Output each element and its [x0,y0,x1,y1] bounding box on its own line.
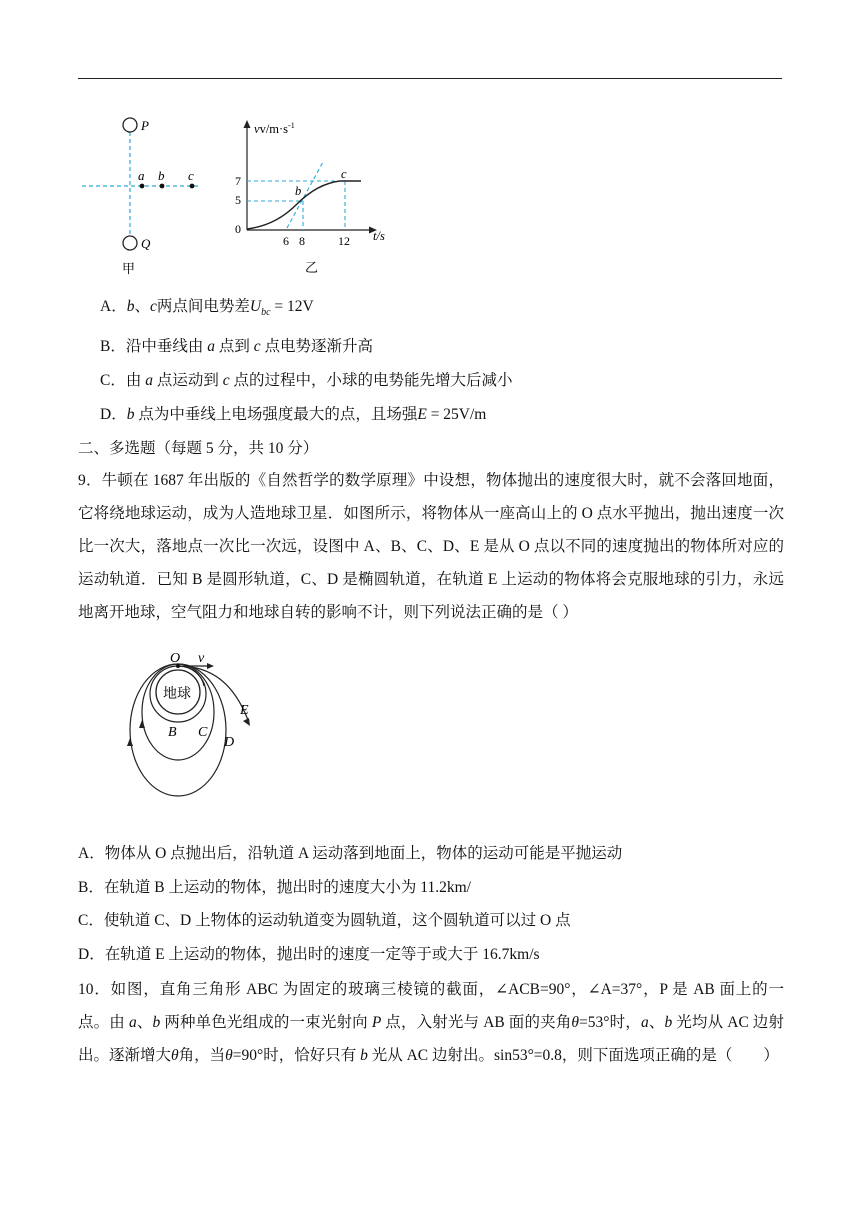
q8-option-b[interactable]: B．沿中垂线由 a 点到 c 点电势逐渐升高 [100,338,374,355]
q8-option-c[interactable]: C．由 a 点运动到 c 点的过程中，小球的电势能先增大后减小 [100,372,513,389]
q8-option-d[interactable]: D．b 点为中垂线上电场强度最大的点，且场强E = 25V/m [100,406,487,423]
point-c [190,184,195,189]
label-q: Q [141,236,151,251]
label-b: B [168,725,177,740]
tick-0: 0 [235,222,241,236]
q9-option-d[interactable]: D．在轨道 E 上运动的物体，抛出时的速度一定等于或大于 16.7km/s [78,946,540,963]
charge-p-icon [123,118,137,132]
label-p: P [141,118,149,133]
y-axis-label: $vv/m\cdot s^{-1}$ [254,121,295,136]
tick-12: 12 [338,234,350,248]
label-c: c [341,167,347,181]
label-e: E [240,703,249,718]
tick-8: 8 [299,234,305,248]
label-b: b [295,184,302,198]
header-rule [78,78,782,79]
q9-option-c[interactable]: C．使轨道 C、D 上物体的运动轨道变为圆轨道，这个圆轨道可以过 O 点 [78,912,571,929]
velocity-arrow-icon [207,663,214,669]
q9-option-a[interactable]: A．物体从 O 点抛出后，沿轨道 A 运动落到地面上，物体的运动可能是平抛运动 [78,845,623,862]
q9-stem: 9．牛顿在 1687 年出版的《自然哲学的数学原理》中设想，物体抛出的速度很大时，就不会落回地面，它将绕地球运动，成为人造地球卫星．如图所示，将物体从一座高山上的 O 点水平抛出，抛出速度一次比一次大，落地点一次比一次远，设图中 A、B、C、D、E 是从 O 点以不同的速度抛出的物体所对应的运动轨道．已知 B 是圆形轨道，C、D 是椭圆轨道，在轨道 E 上运动的物体将会克服地球的引力，永远地离开地球，空气阻力和地球自转的影响不计，则下列说法正确的是（ ） [78,472,784,621]
arrow-c-icon [139,720,145,728]
q9-option-b[interactable]: B．在轨道 B 上运动的物体，抛出时的速度大小为 11.2km/ [78,879,471,896]
tick-6: 6 [283,234,289,248]
point-a [140,184,145,189]
y-axis-arrow-icon [244,120,251,128]
caption-yi: 乙 [305,260,319,275]
x-axis-label: t/s [373,229,385,243]
label-a: a [138,168,145,183]
label-c: C [198,725,208,740]
q10-stem: 10．如图，直角三角形 ABC 为固定的玻璃三棱镜的截面，∠ACB=90°，∠A=37°，P 是 AB 面上的一点。由 a、b 两种单色光组成的一束光射向 P 点，入射光与 AB 面的夹角θ=53°时，a、b 光均从 AC 边射出。逐渐增大θ角，当θ=90°时，恰好只有 b 光从 AC 边射出。sin53°=0.8，则下面选项正确的是（ ） [78,981,784,1064]
orbit-c [142,664,214,760]
velocity-curve [247,181,361,229]
arrow-d-icon [127,738,133,746]
tick-5: 5 [235,193,241,207]
section-heading: 二、多选题（每题 5 分，共 10 分） [78,440,319,457]
label-c: c [188,168,194,183]
charge-q-icon [123,236,137,250]
earth-label: 地球 [163,687,191,702]
caption-jia: 甲 [122,261,136,276]
arrow-e-icon [243,718,250,726]
figure-yi [225,112,405,280]
figure-orbits [122,650,272,810]
label-b: b [158,168,165,183]
label-o: O [170,651,181,666]
tangent-line [287,162,323,228]
figure-jia [78,110,218,280]
label-d: D [224,735,235,750]
q8-option-a[interactable]: A．b、c两点间电势差$U_{bc} = 12V$ [100,298,314,319]
label-v: v [198,651,205,666]
tick-7: 7 [235,174,241,188]
point-b [160,184,165,189]
